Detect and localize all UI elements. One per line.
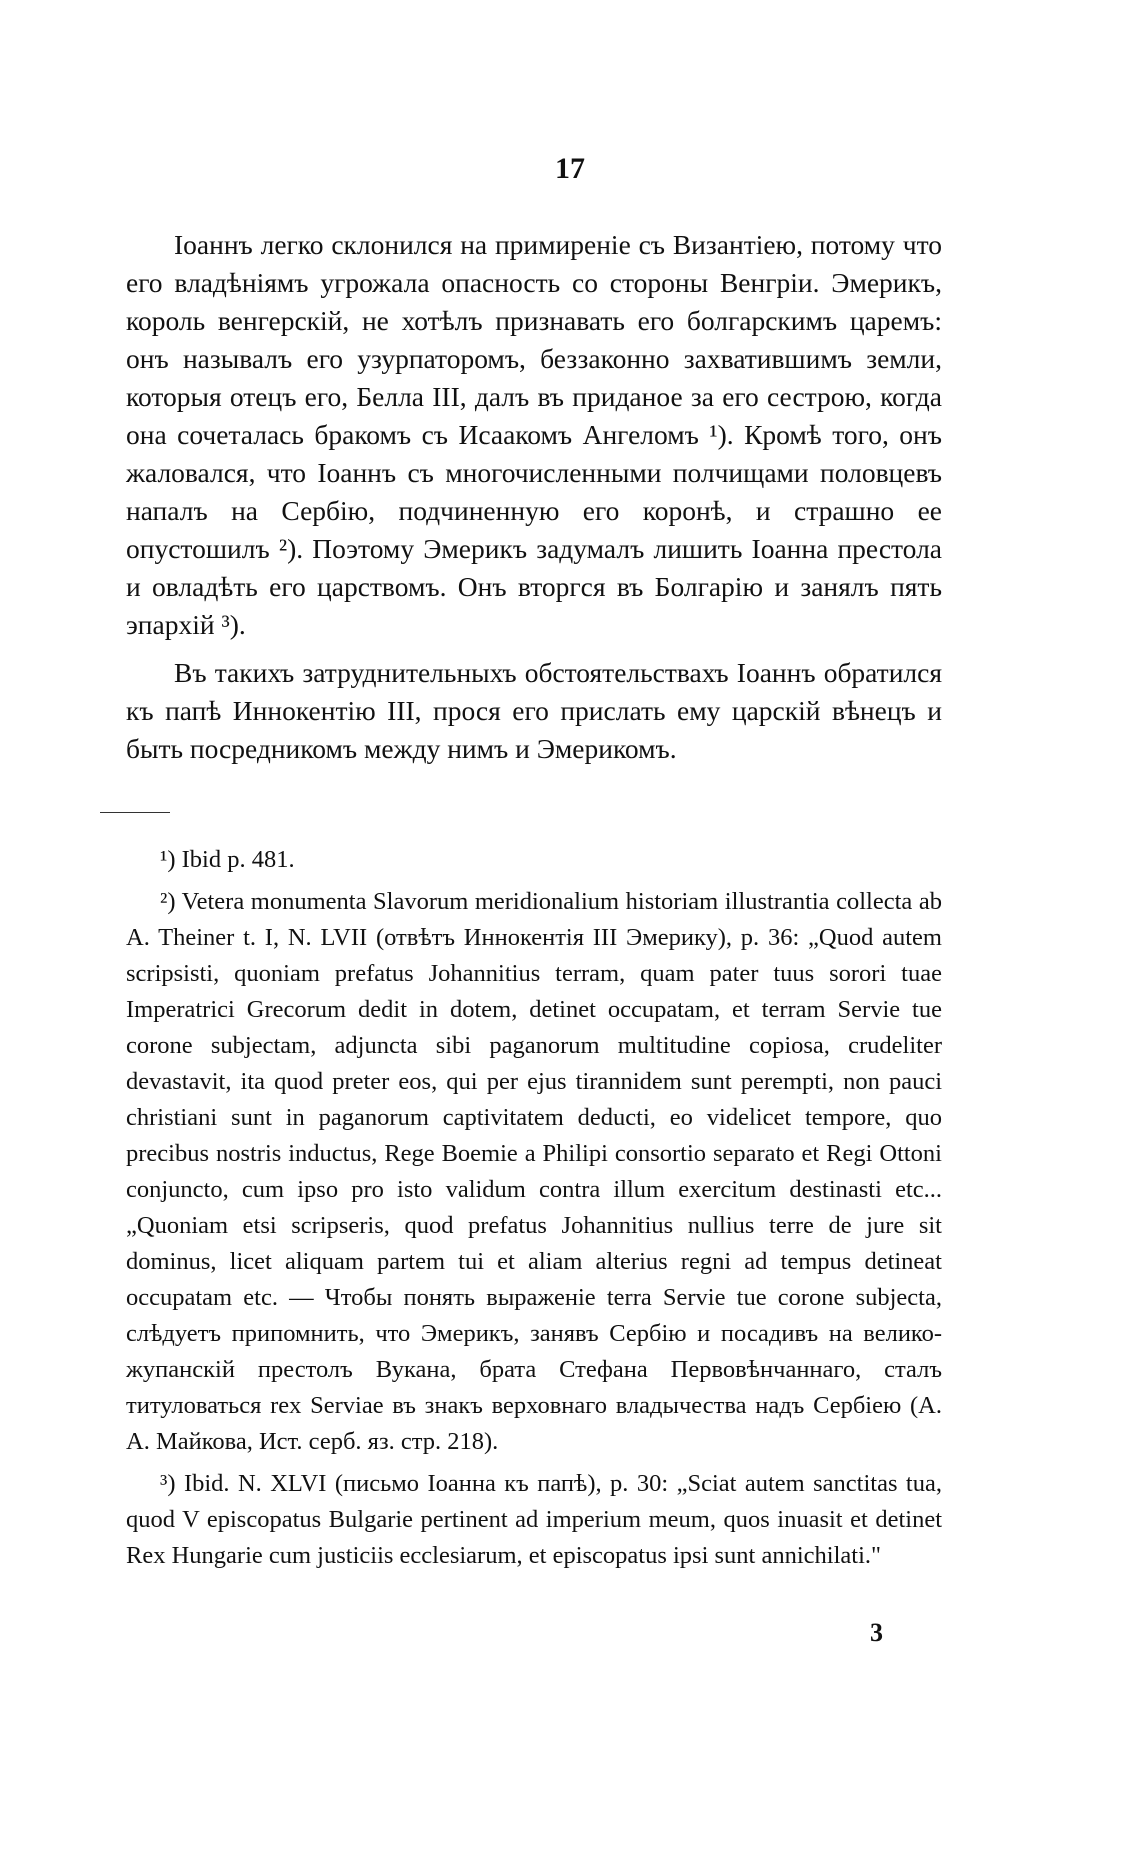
- footnote-2-text: Vetera monumenta Slavorum meridionalium historiam illustrantia collecta ab A. Theiner t. I, N. LVII (отвѣтъ Иннокентія III Эмерику), p. 36: „Quod autem scripsisti, quoniam prefatus Johannitius terram, quam pater tuus sorori tuae Imperatrici Grecorum dedit in dotem, detinet occupatam, et terram Servie tue corone subjectam, adjuncta sibi paganorum multitudine copiosa, crudeliter devastavit, ita quod preter eos, qui per ejus tirannidem sunt perempti, non pauci christiani sunt in paganorum captivitatem deducti, eo videlicet tempore, quo precibus nostris inductus, Rege Boemie a Philipi consortio separato et Regi Ottoni conjuncto, cum ipso pro isto validum contra illum exercitum destinasti etc... „Quoniam etsi scripseris, quod prefatus Johannitius nullius terre de jure sit dominus, licet aliquam partem tui et aliam alterius regni ad tempus detineat occupatam etc. — Чтобы понять выраженіе terra Servie tue corone subjecta, слѣдуетъ припомнить, что Эмерикъ, занявъ Сербію и посадивъ на велико-жупанскій престолъ Вукана, брата Стефана Первовѣнчаннаго, сталъ титуловаться rex Serviae въ знакъ верховнаго владычества надъ Сербіею (А. А. Майкова, Ист. серб. яз. стр. 218).: [126, 888, 942, 1455]
- footnote-2: [126, 884, 942, 1460]
- footnote-2-mark: ²): [160, 888, 176, 915]
- paragraph-2: Въ такихъ затруднительныхъ обстоятельствахъ Іоаннъ обратился къ папѣ Иннокентію III, прося его прислать ему царскій вѣнецъ и быть посредникомъ между нимъ и Эмерикомъ.: [126, 657, 942, 764]
- footnote-1: [126, 842, 942, 878]
- footnotes: [126, 842, 942, 1574]
- footnote-3-text: Ibid. N. XLVI (письмо Іоанна къ папѣ), p. 30: „Sciat autem sanctitas tua, quod V episcopatus Bulgarie pertinent ad imperium meum, quos inuasit et detinet Rex Hungarie cum justiciis ecclesiarum, et episcopatus ipsi sunt annichilati.": [126, 1470, 942, 1569]
- main-text: [126, 226, 942, 768]
- paragraph-1: Іоаннъ легко склонился на примиреніе съ Византіею, потому что его владѣніямъ угрожала опасность со стороны Венгріи. Эмерикъ, король венгерскій, не хотѣлъ признавать его болгарскимъ царемъ: онъ называлъ его узурпаторомъ, беззаконно захватившимъ земли, которыя отецъ его, Белла III, далъ въ приданое за его сестрою, когда она сочеталась бракомъ съ Исаакомъ Ангеломъ ¹). Кромѣ того, онъ жаловался, что Іоаннъ съ многочисленными полчищами половцевъ напалъ на Сербію, подчиненную его коронѣ, и страшно ее опустошилъ ²). Поэтому Эмерикъ задумалъ лишить Іоанна престола и овладѣть его царствомъ. Онъ вторгся въ Болгарію и занялъ пять эпархій ³).: [126, 229, 942, 640]
- signature-mark: 3: [870, 1618, 883, 1647]
- footnote-3: [126, 1466, 942, 1574]
- footnote-3-mark: ³): [160, 1470, 176, 1497]
- footnote-1-text: Ibid p. 481.: [181, 846, 295, 873]
- page-number: 17: [555, 152, 585, 185]
- footnote-divider: [100, 812, 170, 813]
- footnote-1-mark: ¹): [160, 846, 176, 873]
